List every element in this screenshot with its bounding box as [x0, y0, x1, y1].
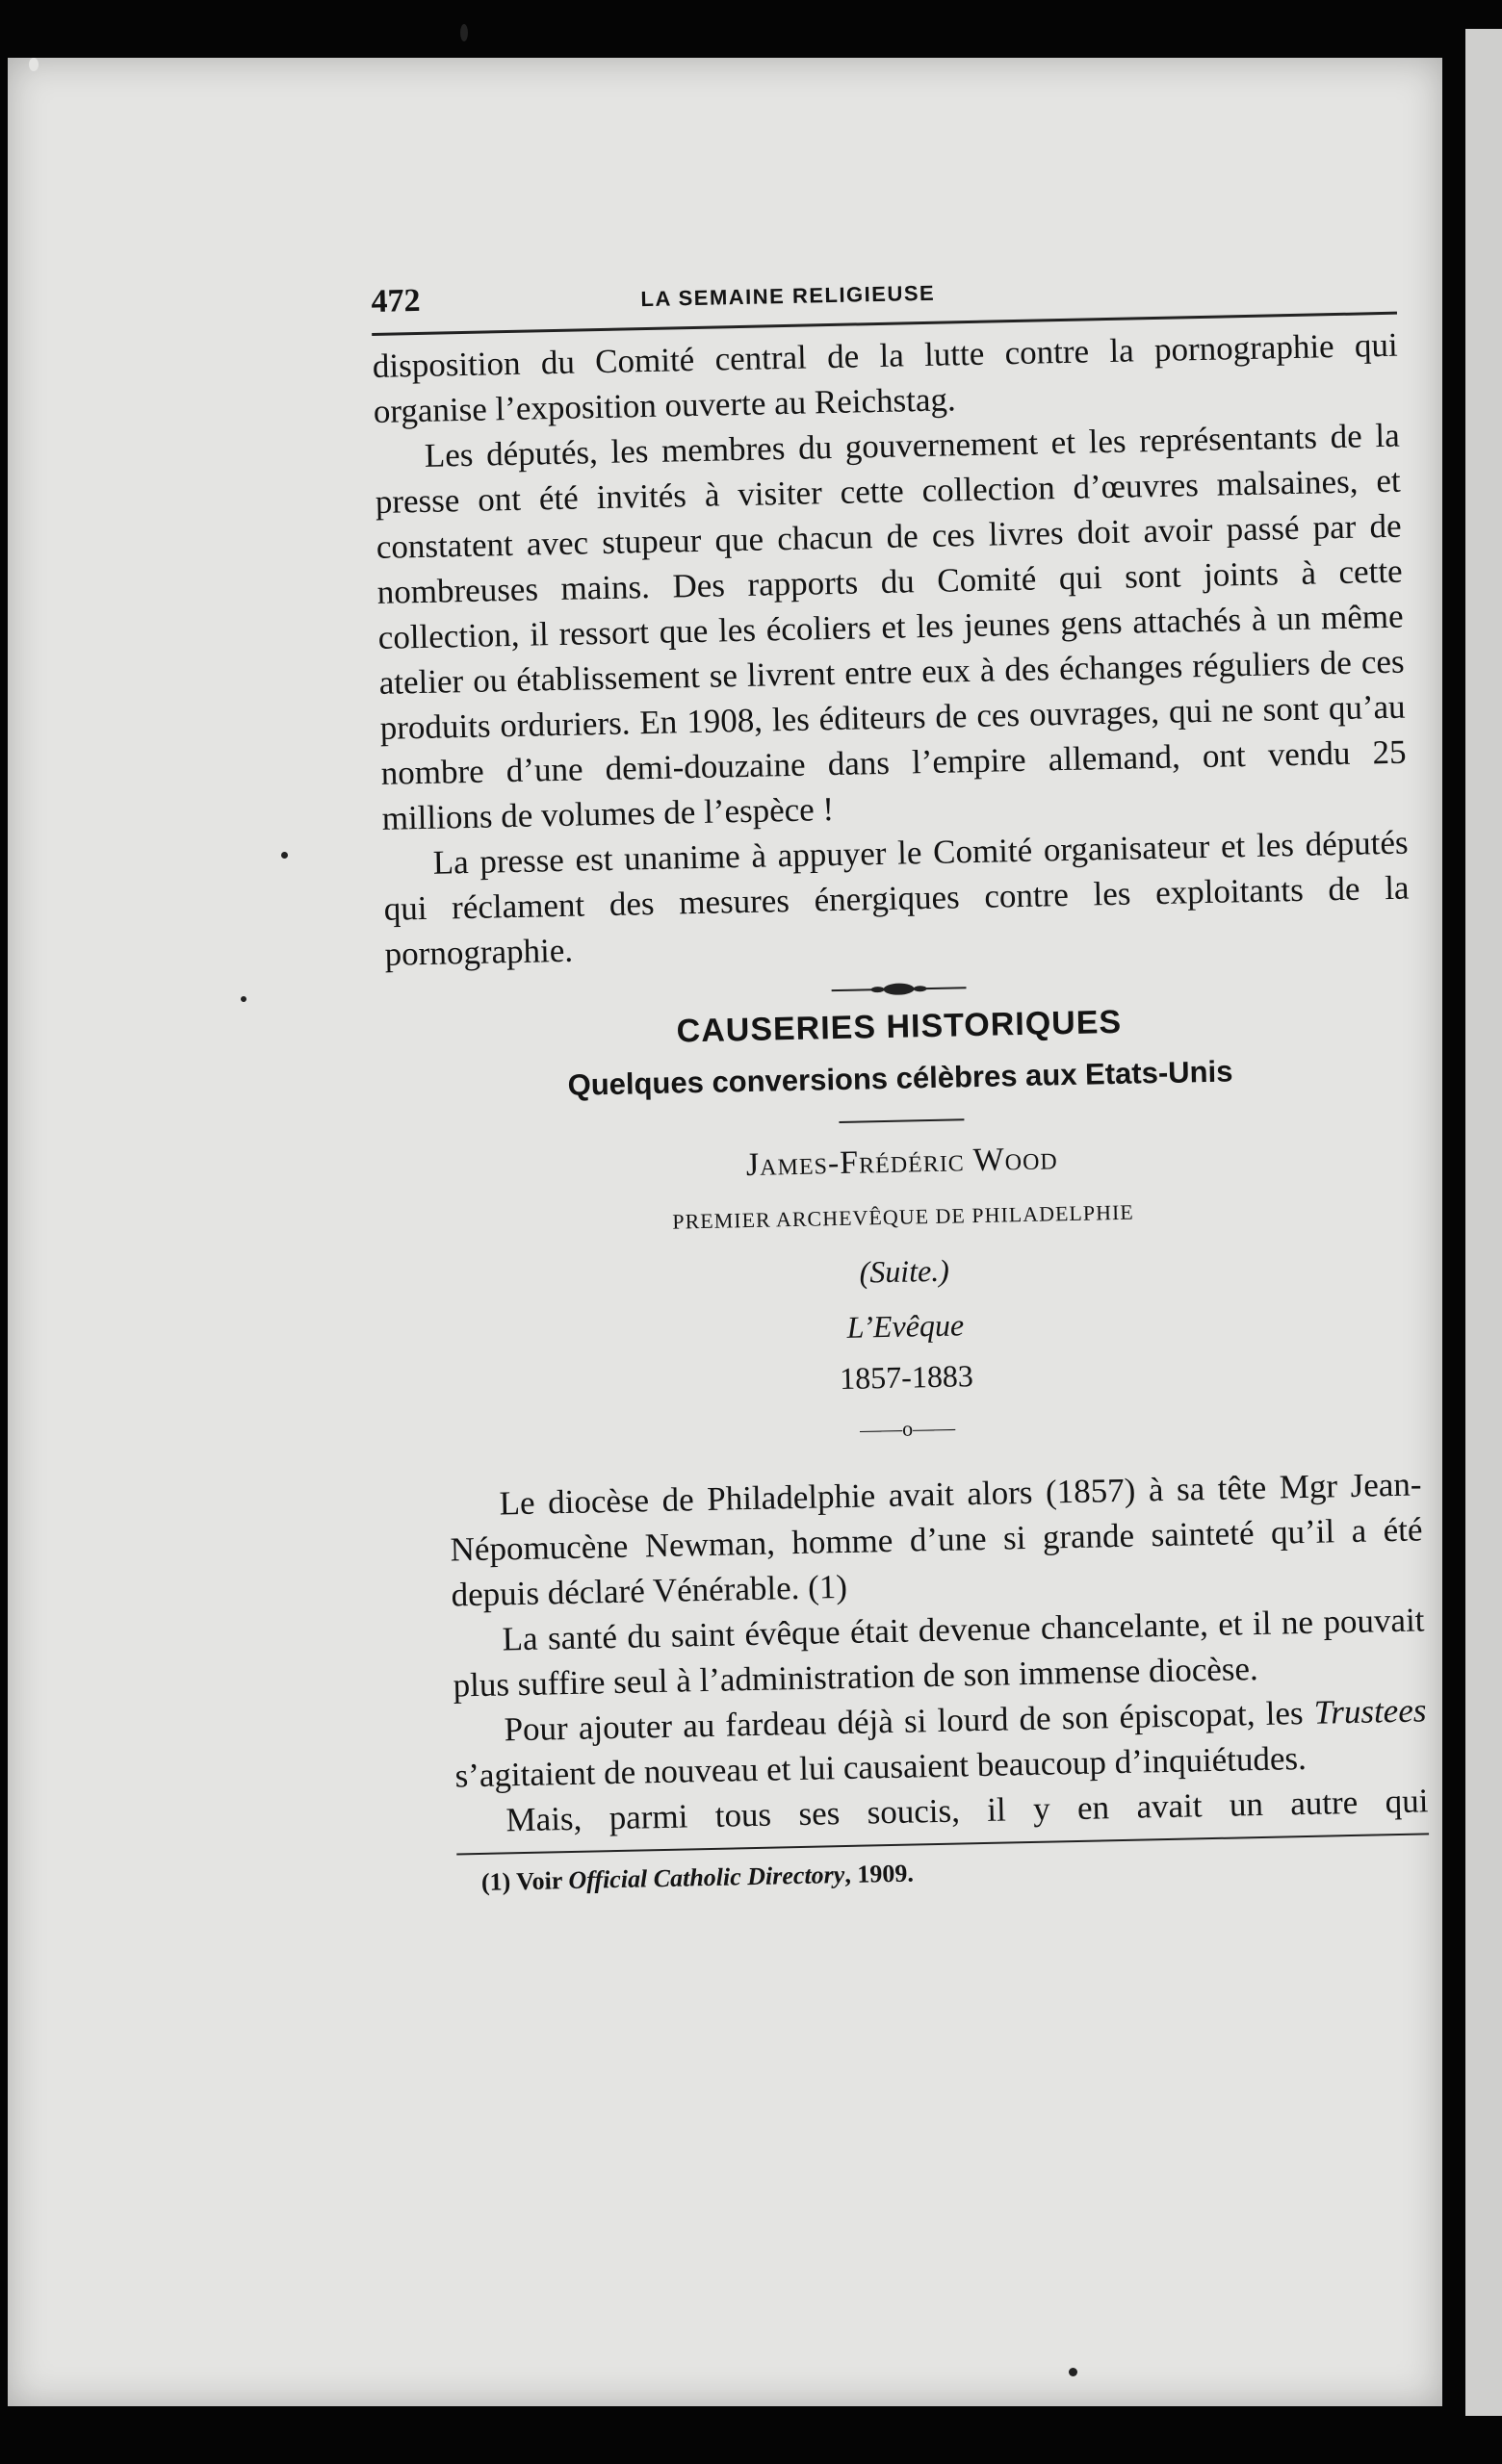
scan-speck — [29, 58, 39, 71]
footnote-text: , 1909. — [843, 1859, 915, 1889]
paragraph-text: s’agitaient de nouveau et lui causaient beaucoup d’inquiétudes. — [454, 1738, 1308, 1795]
scan-speck — [241, 996, 246, 1002]
paragraph: Les députés, les membres du gouvernement et les représentants de la presse ont été invités à visiter cette collection d’œuvres malsaines, et constatent avec stupeur que chacun de ces livres doit avoir passé par de nombreuses mains. Des rapports du Comité qui sont joints à cette collection, il ressort que les écoliers et les jeunes gens attachés à un même atelier ou établissement se livrent entre eux à des échanges réguliers de ces produits orduriers. En 1908, les éditeurs de ces ouvrages, qui ne sont qu’au nombre d’une demi-douzaine dans l’empire allemand, ont vendu 25 millions de volumes de l’espèce ! — [375, 416, 1407, 837]
scan-speck — [1069, 2368, 1077, 2376]
paragraph: Le diocèse de Philadelphie avait alors (1857) à sa tête Mgr Jean-Népomucène Newman, homme d’une si grande sainteté qu’il a été depuis déclaré Vénérable. (1) — [450, 1465, 1423, 1614]
ornament-divider — [831, 978, 966, 1000]
scan-speck — [460, 24, 468, 41]
section-subtitle: Quelques conversions célèbres aux Etats-Unis — [567, 1054, 1233, 1102]
adjacent-page-edge — [1465, 29, 1502, 2416]
person-name: James-Frédéric Wood — [745, 1141, 1059, 1184]
section-title: CAUSERIES HISTORIQUES — [676, 1003, 1123, 1050]
small-divider: ——o—— — [859, 1415, 956, 1442]
year-range: 1857-1883 — [839, 1358, 974, 1397]
continued-label: (Suite.) — [859, 1252, 950, 1290]
paragraph: Mais, parmi tous ses soucis, il y en avait un autre qui — [505, 1782, 1429, 1839]
running-title: LA SEMAINE RELIGIEUSE — [640, 280, 936, 312]
paragraph: La presse est unanime à appuyer le Comité organisateur et les députés qui réclament des mesures énergiques contre les exploitants de la pornographie. — [383, 823, 1410, 973]
page-gutter — [1442, 29, 1465, 2416]
scan-speck — [281, 852, 288, 859]
italic-term: Trustees — [1313, 1691, 1427, 1732]
text-block — [371, 258, 1430, 1901]
article-body — [396, 1461, 1429, 1844]
paragraph: disposition du Comité central de la lutte contre la pornographie qui organise l’exposition ouverte au Reichstag. — [372, 325, 1399, 430]
paragraph-text: Pour ajouter au fardeau déjà si lourd de son épiscopat, les — [504, 1693, 1315, 1749]
paragraph: La santé du saint évêque était devenue chancelante, et il ne pouvait plus suffire seul à l’administration de son immense diocèse. — [453, 1601, 1425, 1705]
person-title: PREMIER ARCHEVÊQUE DE PHILADELPHIE — [672, 1199, 1134, 1234]
footnote-source: Official Catholic Directory — [568, 1861, 845, 1895]
footnote-text: (1) Voir — [480, 1866, 569, 1896]
period-label: L’Evêque — [846, 1307, 965, 1345]
page-number: 472 — [371, 282, 421, 320]
horizontal-rule — [839, 1118, 964, 1123]
